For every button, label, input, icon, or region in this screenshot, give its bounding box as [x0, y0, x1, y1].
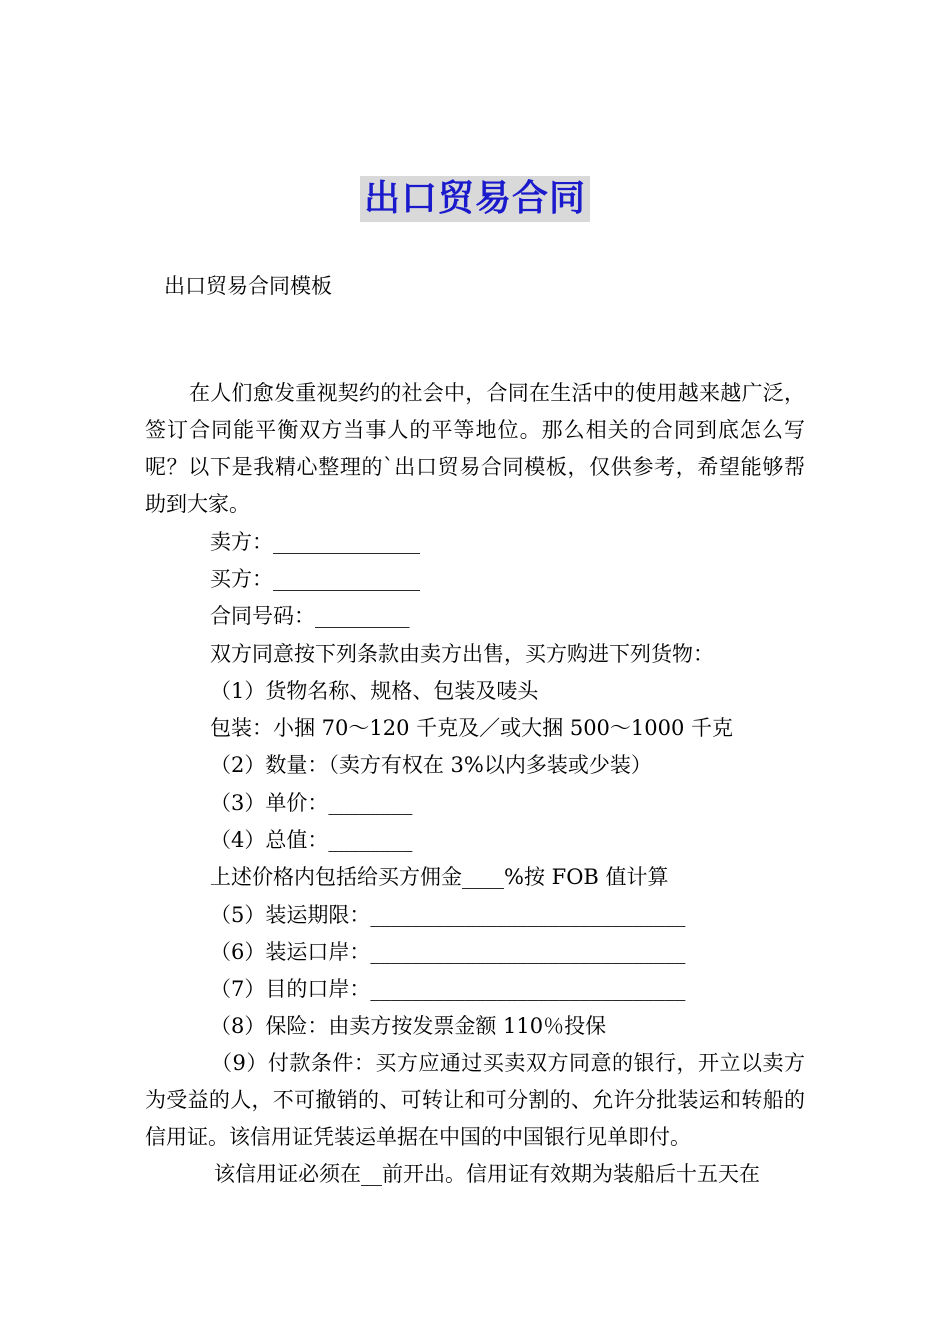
- letter-of-credit-line: 该信用证必须在__前开出。信用证有效期为装船后十五天在: [214, 1162, 760, 1186]
- buyer-line: 买方：______________: [210, 567, 420, 591]
- payment-paragraph: （9）付款条件：买方应通过买卖双方同意的银行，开立以卖方为受益的人，不可撤销的、可转让和可分割的、允许分批装运和转船的信用证。该信用证凭装运单据在中国的中国银行见单即付。: [145, 1051, 805, 1149]
- agreement-line: 双方同意按下列条款由卖方出售，买方购进下列货物：: [210, 642, 714, 666]
- commission-line: 上述价格内包括给买方佣金____%按 FOB 值计算: [210, 865, 669, 889]
- packing-line: 包装：小捆 70～120 千克及／或大捆 500～1000 千克: [210, 716, 734, 740]
- item-7-line: （7）目的口岸：______________________________: [210, 977, 686, 1001]
- item-1-line: （1）货物名称、规格、包装及唛头: [210, 679, 539, 703]
- title-container: [0, 176, 950, 222]
- item-5-line: （5）装运期限：______________________________: [210, 903, 686, 927]
- seller-line: 卖方：______________: [210, 530, 420, 554]
- item-3-line: （3）单价：________: [210, 791, 413, 815]
- item-6-line: （6）装运口岸：______________________________: [210, 940, 686, 964]
- item-4-line: （4）总值：________: [210, 828, 413, 852]
- document-title: 出口贸易合同: [360, 176, 590, 222]
- document-subtitle: 出口贸易合同模板: [164, 274, 332, 298]
- item-8-line: （8）保险：由卖方按发票金额 110％投保: [210, 1014, 607, 1038]
- contract-number-line: 合同号码：_________: [210, 604, 410, 628]
- item-2-line: （2）数量：（卖方有权在 3%以内多装或少装）: [210, 753, 652, 777]
- intro-paragraph: 在人们愈发重视契约的社会中，合同在生活中的使用越来越广泛，签订合同能平衡双方当事人的平等地位。那么相关的合同到底怎么写呢？以下是我精心整理的`出口贸易合同模板，仅供参考，希望能够帮助到大家。: [145, 381, 805, 516]
